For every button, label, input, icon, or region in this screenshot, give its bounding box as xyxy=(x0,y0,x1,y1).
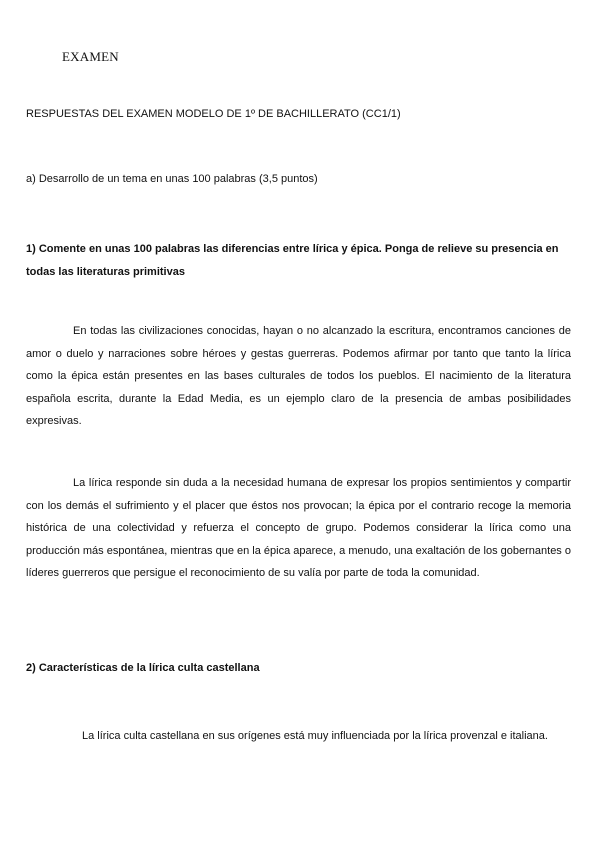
section-a-heading: a) Desarrollo de un tema en unas 100 palabras (3,5 puntos) xyxy=(26,173,318,185)
exam-heading: EXAMEN xyxy=(62,49,119,64)
answer-1-paragraph-1: En todas las civilizaciones conocidas, hayan o no alcanzado la escritura, encontramos canciones de amor o duelo y narraciones sobre héroes y gestas guerreras. Podemos afirmar por tanto que tanto la lírica como la épica están presentes en las bases culturales de todos los pueblos. El nacimiento de la literatura española escrita, durante la Edad Media, es un ejemplo claro de la presencia de ambas posibilidades expresivas. xyxy=(26,325,571,427)
question-1: 1) Comente en unas 100 palabras las diferencias entre lírica y épica. Ponga de relieve su presencia en todas las literaturas primitivas xyxy=(26,243,559,278)
exam-subtitle: RESPUESTAS DEL EXAMEN MODELO DE 1º DE BACHILLERATO (CC1/1) xyxy=(26,108,401,120)
answer-2-paragraph-1: La lírica culta castellana en sus orígenes está muy influenciada por la lírica provenzal e italiana. xyxy=(82,730,548,742)
question-2: 2) Características de la lírica culta castellana xyxy=(26,662,260,674)
answer-1-paragraph-2: La lírica responde sin duda a la necesidad humana de expresar los propios sentimientos y compartir con los demás el sufrimiento y el placer que éstos nos provocan; la épica por el contrario recoge la memoria histórica de una colectividad y refuerza el concepto de grupo. Podemos considerar la lírica como una producción más espontánea, mientras que en la épica aparece, a menudo, una exaltación de los gobernantes o líderes guerreros que persigue el reconocimiento de su valía por parte de toda la comunidad. xyxy=(26,477,571,579)
